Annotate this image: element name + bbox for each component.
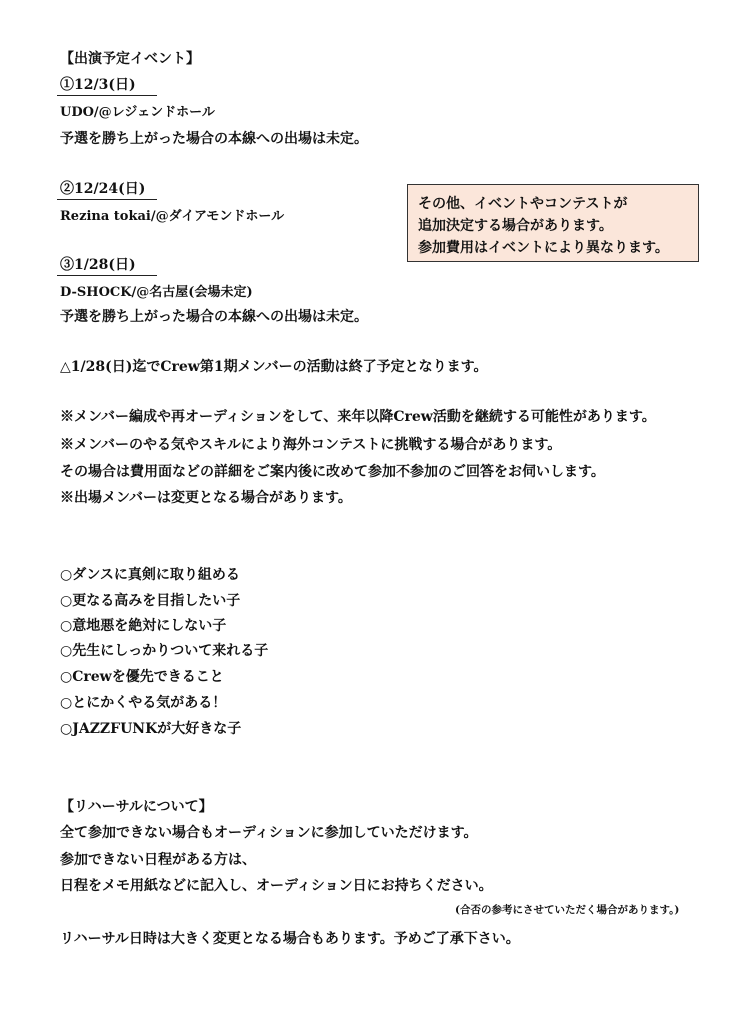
note-1: ※メンバー編成や再オーディションをして、来年以降Crew活動を継続する可能性があります。 (60, 409, 656, 425)
requirement-1: ○ダンスに真剣に取り組める (60, 567, 240, 583)
event-2-date: ②12/24(日) (60, 181, 146, 197)
rehearsal-title: 【リハーサルについて】 (60, 799, 213, 815)
notice-line-3: 参加費用はイベントにより異なります。 (418, 240, 669, 256)
event-1-name: UDO/@レジェンドホール (60, 105, 215, 120)
rehearsal-line-2: 参加できない日程がある方は、 (60, 852, 256, 868)
notice-line-1: その他、イベントやコンテストが (418, 196, 628, 212)
requirement-2: ○更なる高みを目指したい子 (60, 593, 241, 609)
event-1-date: ①12/3(日) (60, 77, 136, 93)
rehearsal-line-1: 全て参加できない場合もオーディションに参加していただけます。 (60, 825, 478, 841)
event-3-note: 予選を勝ち上がった場合の本線への出場は未定。 (60, 309, 368, 325)
event-1-note: 予選を勝ち上がった場合の本線への出場は未定。 (60, 131, 368, 147)
event-3-date: ③1/28(日) (60, 257, 136, 273)
note-3: その場合は費用面などの詳細をご案内後に改めて参加不参加のご回答をお伺いします。 (60, 464, 605, 480)
rehearsal-line-3: 日程をメモ用紙などに記入し、オーディション日にお持ちください。 (60, 878, 493, 894)
event-2-name: Rezina tokai/@ダイアモンドホール (60, 209, 285, 224)
event-3-name: D-SHOCK/@名古屋(会場未定) (60, 285, 253, 300)
requirement-6: ○とにかくやる気がある！ (60, 695, 227, 711)
requirement-4: ○先生にしっかりついて来れる子 (60, 643, 269, 659)
event-2-underline (57, 199, 157, 200)
notice-box (407, 184, 699, 262)
requirement-3: ○意地悪を絶対にしない子 (60, 618, 227, 634)
end-notice: △1/28(日)迄でCrew第1期メンバーの活動は終了予定となります。 (60, 359, 488, 375)
rehearsal-final: リハーサル日時は大きく変更となる場合もあります。予めご了承下さい。 (60, 931, 520, 947)
requirement-5: ○Crewを優先できること (60, 669, 224, 685)
note-4: ※出場メンバーは変更となる場合があります。 (60, 490, 352, 506)
events-header: 【出演予定イベント】 (60, 51, 200, 67)
rehearsal-small-note: (合否の参考にさせていただく場合があります。) (455, 904, 680, 916)
requirement-7: ○JAZZFUNKが大好きな子 (60, 721, 242, 737)
notice-line-2: 追加決定する場合があります。 (418, 218, 613, 234)
event-1-underline (57, 95, 157, 96)
event-3-underline (57, 275, 157, 276)
note-2: ※メンバーのやる気やスキルにより海外コンテストに挑戦する場合があります。 (60, 437, 562, 453)
